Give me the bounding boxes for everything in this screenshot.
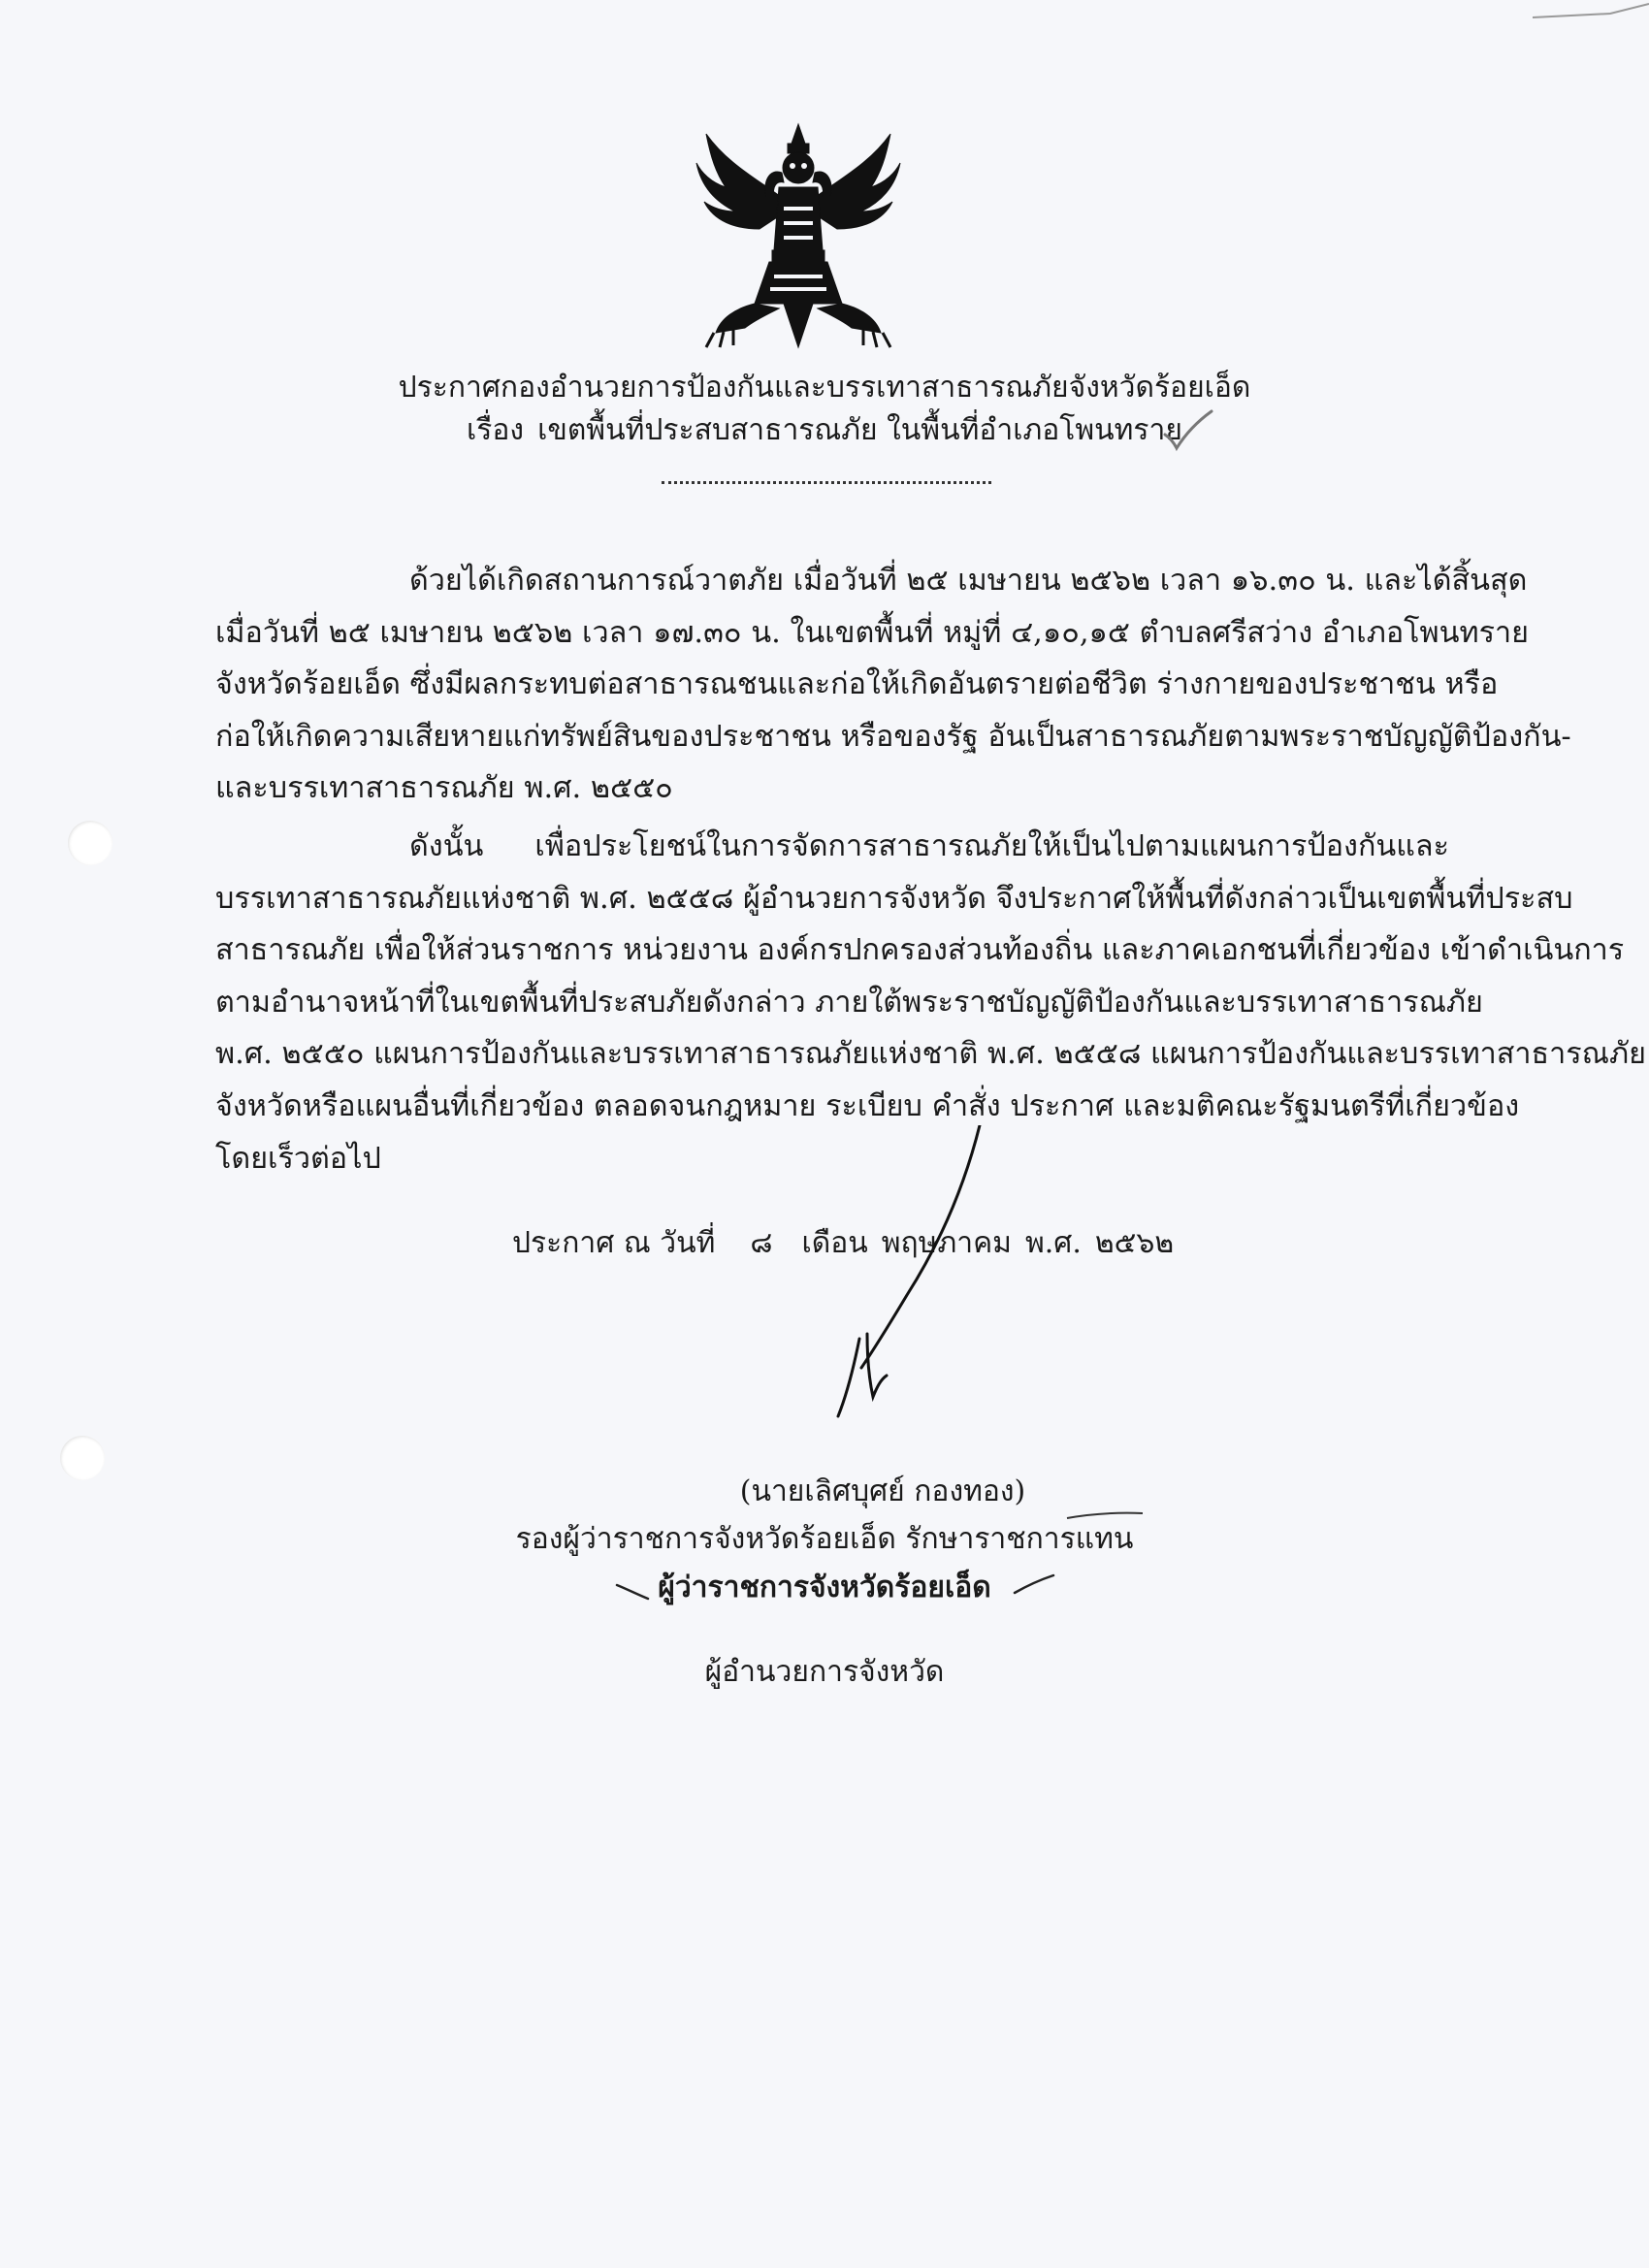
paragraph-line: ตามอำนาจหน้าที่ในเขตพื้นที่ประสบภัยดังกล่าว ภายใต้พระราชบัญญัติป้องกันและบรรเทาสาธารณภัย bbox=[215, 985, 1483, 1020]
signatory-office: ผู้อำนวยการจังหวัด bbox=[704, 1655, 945, 1689]
paragraph-line: จังหวัดหรือแผนอื่นที่เกี่ยวข้อง ตลอดจนกฎหมาย ระเบียบ คำสั่ง ประกาศ และมติคณะรัฐมนตรีที่เกี่ยวข้อง bbox=[215, 1088, 1520, 1123]
paragraph-line: ดังนั้น เพื่อประโยชน์ในการจัดการสาธารณภัยให้เป็นไปตามแผนการป้องกันและ bbox=[409, 829, 1449, 863]
paragraph-line: จังหวัดร้อยเอ็ด ซึ่งมีผลกระทบต่อสาธารณชนและก่อให้เกิดอันตรายต่อชีวิต ร่างกายของประชาชน หรือ bbox=[215, 667, 1499, 702]
pen-stroke bbox=[1065, 1510, 1145, 1520]
paragraph-line: เมื่อวันที่ ๒๕ เมษายน ๒๕๖๒ เวลา ๑๗.๓๐ น. ในเขตพื้นที่ หมู่ที่ ๔,๑๐,๑๕ ตำบลศรีสว่าง อำเภอโพนทราย bbox=[215, 615, 1529, 650]
paragraph-line: พ.ศ. ๒๕๕๐ แผนการป้องกันและบรรเทาสาธารณภัยแห่งชาติ พ.ศ. ๒๕๕๘ แผนการป้องกันและบรรเทาสาธารณภัย bbox=[215, 1037, 1646, 1072]
paragraph-line: โดยเร็วต่อไป bbox=[215, 1141, 381, 1176]
title-divider bbox=[662, 481, 991, 484]
date-year-label: พ.ศ. bbox=[1024, 1226, 1082, 1260]
date-day: ๘ bbox=[750, 1226, 773, 1260]
signatory-name: (นายเลิศบุศย์ กองทอง) bbox=[739, 1474, 1026, 1508]
paragraph-line: ก่อให้เกิดความเสียหายแก่ทรัพย์สินของประชาชน หรือของรัฐ อันเป็นสาธารณภัยตามพระราชบัญญัติป้องกัน- bbox=[215, 719, 1571, 754]
paragraph-line: บรรเทาสาธารณภัยแห่งชาติ พ.ศ. ๒๕๕๘ ผู้อำนวยการจังหวัด จึงประกาศให้พื้นที่ดังกล่าวเป็นเขตพื้นที่ประสบ bbox=[215, 881, 1573, 916]
paragraph-1 bbox=[215, 555, 1571, 815]
date-year: ๒๕๖๒ bbox=[1094, 1226, 1175, 1260]
announcement-title: ประกาศกองอำนวยการป้องกันและบรรเทาสาธารณภัยจังหวัดร้อยเอ็ด bbox=[398, 371, 1251, 405]
announcement-subject bbox=[0, 411, 1649, 450]
subject-text: เขตพื้นที่ประสบสาธารณภัย ในพื้นที่อำเภอโพนทราย bbox=[537, 413, 1182, 447]
signatory-position: รองผู้ว่าราชการจังหวัดร้อยเอ็ด รักษาราชการแทน bbox=[515, 1522, 1134, 1556]
pen-tick-right bbox=[1011, 1571, 1057, 1597]
date-month-label: เดือน bbox=[801, 1226, 868, 1260]
punch-hole-top bbox=[68, 821, 113, 865]
garuda-emblem-icon bbox=[677, 114, 920, 357]
date-month: พฤษภาคม bbox=[881, 1226, 1012, 1260]
paragraph-line: ด้วยได้เกิดสถานการณ์วาตภัย เมื่อวันที่ ๒๕ เมษายน ๒๕๖๒ เวลา ๑๖.๓๐ น. และได้สิ้นสุด bbox=[409, 564, 1528, 598]
paragraph-line: และบรรเทาสาธารณภัย พ.ศ. ๒๕๕๐ bbox=[215, 771, 673, 806]
date-label: ประกาศ ณ วันที่ bbox=[512, 1226, 716, 1260]
handwritten-signature bbox=[795, 1125, 989, 1455]
handwritten-check-icon bbox=[1161, 407, 1215, 452]
corner-scan-mark bbox=[1533, 0, 1649, 25]
paragraph-line: สาธารณภัย เพื่อให้ส่วนราชการ หน่วยงาน องค์กรปกครองส่วนท้องถิ่น และภาคเอกชนที่เกี่ยวข้อง เข้าดำเนินการ bbox=[215, 933, 1625, 968]
subject-label: เรื่อง bbox=[467, 413, 525, 447]
signatory-governor-title: ผู้ว่าราชการจังหวัดร้อยเอ็ด bbox=[658, 1571, 991, 1604]
